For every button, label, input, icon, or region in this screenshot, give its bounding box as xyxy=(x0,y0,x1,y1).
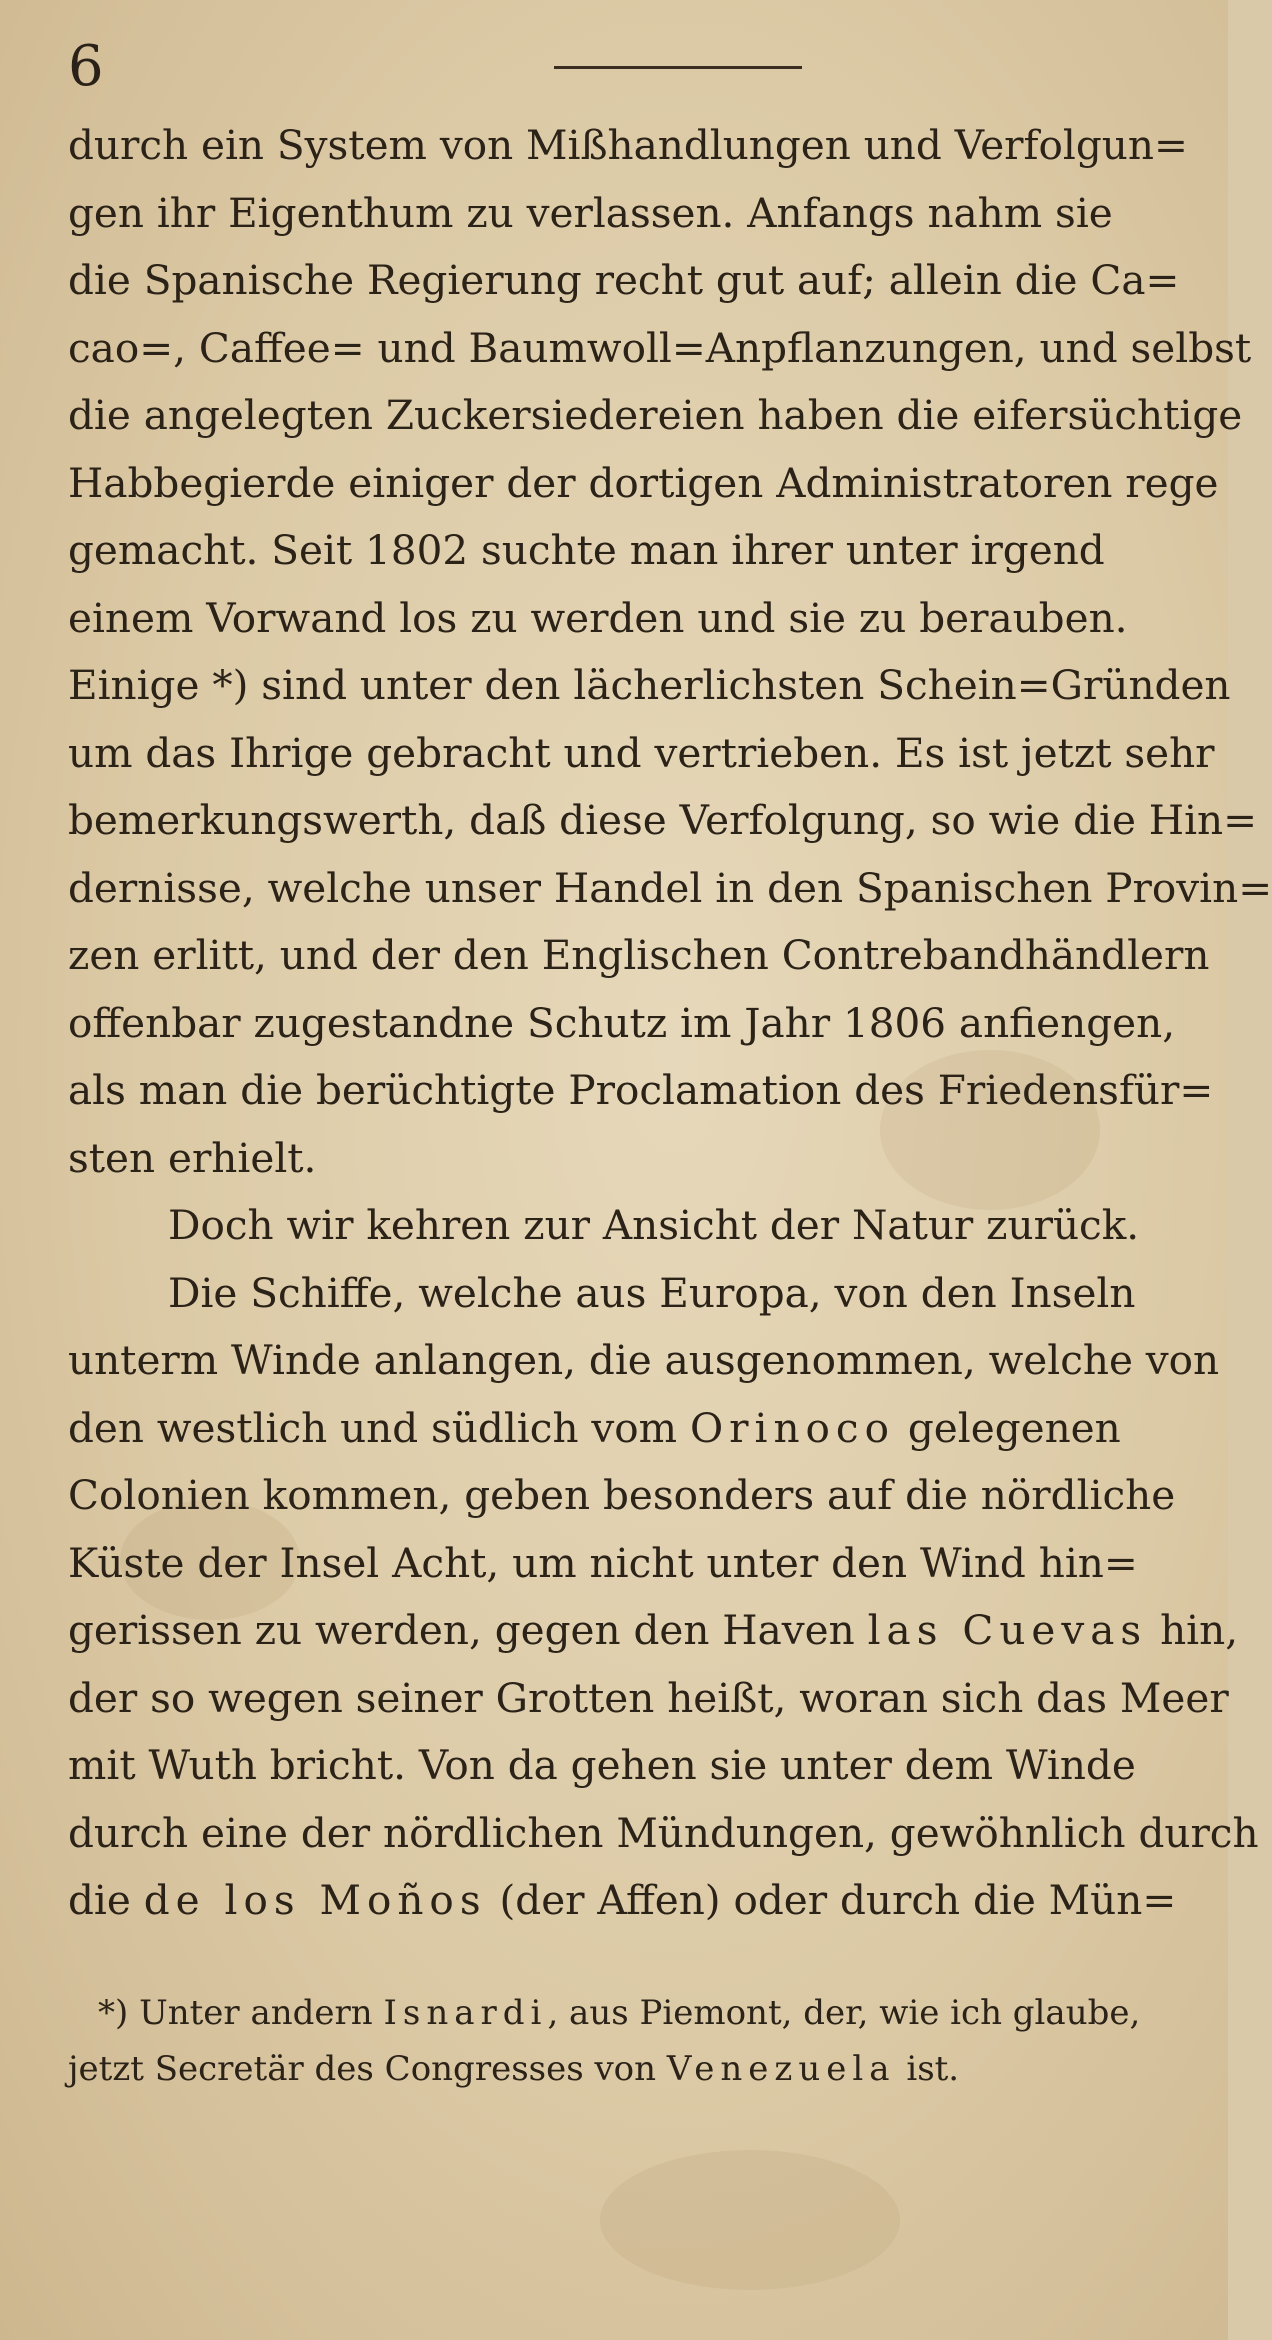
text-line: Habbegierde einiger der dortigen Administratoren rege xyxy=(68,458,1219,507)
text-line: Colonien kommen, geben besonders auf die nördliche xyxy=(68,1471,1176,1519)
text-line: Einige *) sind unter den lächerlichsten Schein=Gründen xyxy=(68,661,1231,709)
text-line: bemerkungswerth, daß diese Verfolgung, so wie die Hin= xyxy=(68,796,1258,844)
text-line: gemacht. Seit 1802 suchte man ihrer unter irgend xyxy=(68,526,1105,574)
text-line: durch ein System von Mißhandlungen und Verfolgun= xyxy=(68,121,1188,169)
page-number: 6 xyxy=(68,34,104,99)
emphasized-name: las Cuevas xyxy=(867,1606,1148,1654)
text-line: dernisse, welche unser Handel in den Spanischen Provin= xyxy=(68,863,1272,912)
text-line: die Spanische Regierung recht gut auf; allein die Ca= xyxy=(68,256,1180,304)
page-header xyxy=(62,32,1182,102)
text-line: unterm Winde anlangen, die ausgenommen, welche von xyxy=(68,1336,1220,1384)
text-segment: , aus Piemont, der, wie ich glaube, xyxy=(547,1993,1141,2033)
text-line: als man die berüchtigte Proclamation des Friedensfür= xyxy=(68,1066,1214,1114)
text-segment: die xyxy=(68,1876,144,1924)
text-line: durch eine der nördlichen Mündungen, gewöhnlich durch xyxy=(68,1808,1259,1857)
text-line xyxy=(68,1395,1188,1463)
text-line: gen ihr Eigenthum zu verlassen. Anfangs nahm sie xyxy=(68,188,1113,237)
text-segment: jetzt Secretär des Congresses von xyxy=(68,2049,667,2089)
emphasized-name: Venezuela xyxy=(666,2049,896,2089)
paragraph-line: Die Schiffe, welche aus Europa, von den Inseln xyxy=(168,1268,1136,1317)
text-segment: (der Affen) oder durch die Mün= xyxy=(486,1876,1177,1924)
text-segment: ist. xyxy=(895,2049,960,2089)
emphasized-name: Isnardi xyxy=(383,1993,548,2033)
text-line: sten erhielt. xyxy=(68,1133,317,1182)
text-line: offenbar zugestandne Schutz im Jahr 1806 anfiengen, xyxy=(68,998,1176,1047)
text-segment: *) Unter andern xyxy=(98,1993,384,2033)
text-line: der so wegen seiner Grotten heißt, woran sich das Meer xyxy=(68,1673,1229,1722)
footnote xyxy=(68,1985,1188,2097)
text-line: mit Wuth bricht. Von da gehen sie unter dem Winde xyxy=(68,1741,1136,1789)
text-line: zen erlitt, und der den Englischen Contrebandhändlern xyxy=(68,931,1210,979)
text-line: cao=, Caffee= und Baumwoll=Anpflanzungen, und selbst xyxy=(68,323,1252,372)
emphasized-name: de los Moños xyxy=(143,1876,487,1924)
header-rule xyxy=(554,66,802,69)
text-segment: hin, xyxy=(1147,1606,1239,1654)
paper-stain xyxy=(600,2150,900,2290)
text-line: um das Ihrige gebracht und vertrieben. Es ist jetzt sehr xyxy=(68,728,1215,777)
text-line: einem Vorwand los zu werden und sie zu berauben. xyxy=(68,593,1128,642)
paragraph-line: Doch wir kehren zur Ansicht der Natur zurück. xyxy=(168,1201,1140,1249)
text-line xyxy=(68,1597,1239,1665)
text-line: Küste der Insel Acht, um nicht unter den Wind hin= xyxy=(68,1538,1138,1587)
emphasized-name: Orinoco xyxy=(689,1403,895,1452)
main-text xyxy=(68,112,1272,1935)
text-segment: gerissen zu werden, gegen den Haven xyxy=(68,1606,868,1654)
footnote-line xyxy=(68,2041,1188,2097)
text-segment: den westlich und südlich vom xyxy=(68,1403,690,1452)
text-segment: gelegenen xyxy=(895,1403,1121,1452)
footnote-line xyxy=(68,1985,1188,2041)
text-line xyxy=(68,1867,1188,1935)
text-line: die angelegten Zuckersiedereien haben die eifersüchtige xyxy=(68,391,1243,439)
